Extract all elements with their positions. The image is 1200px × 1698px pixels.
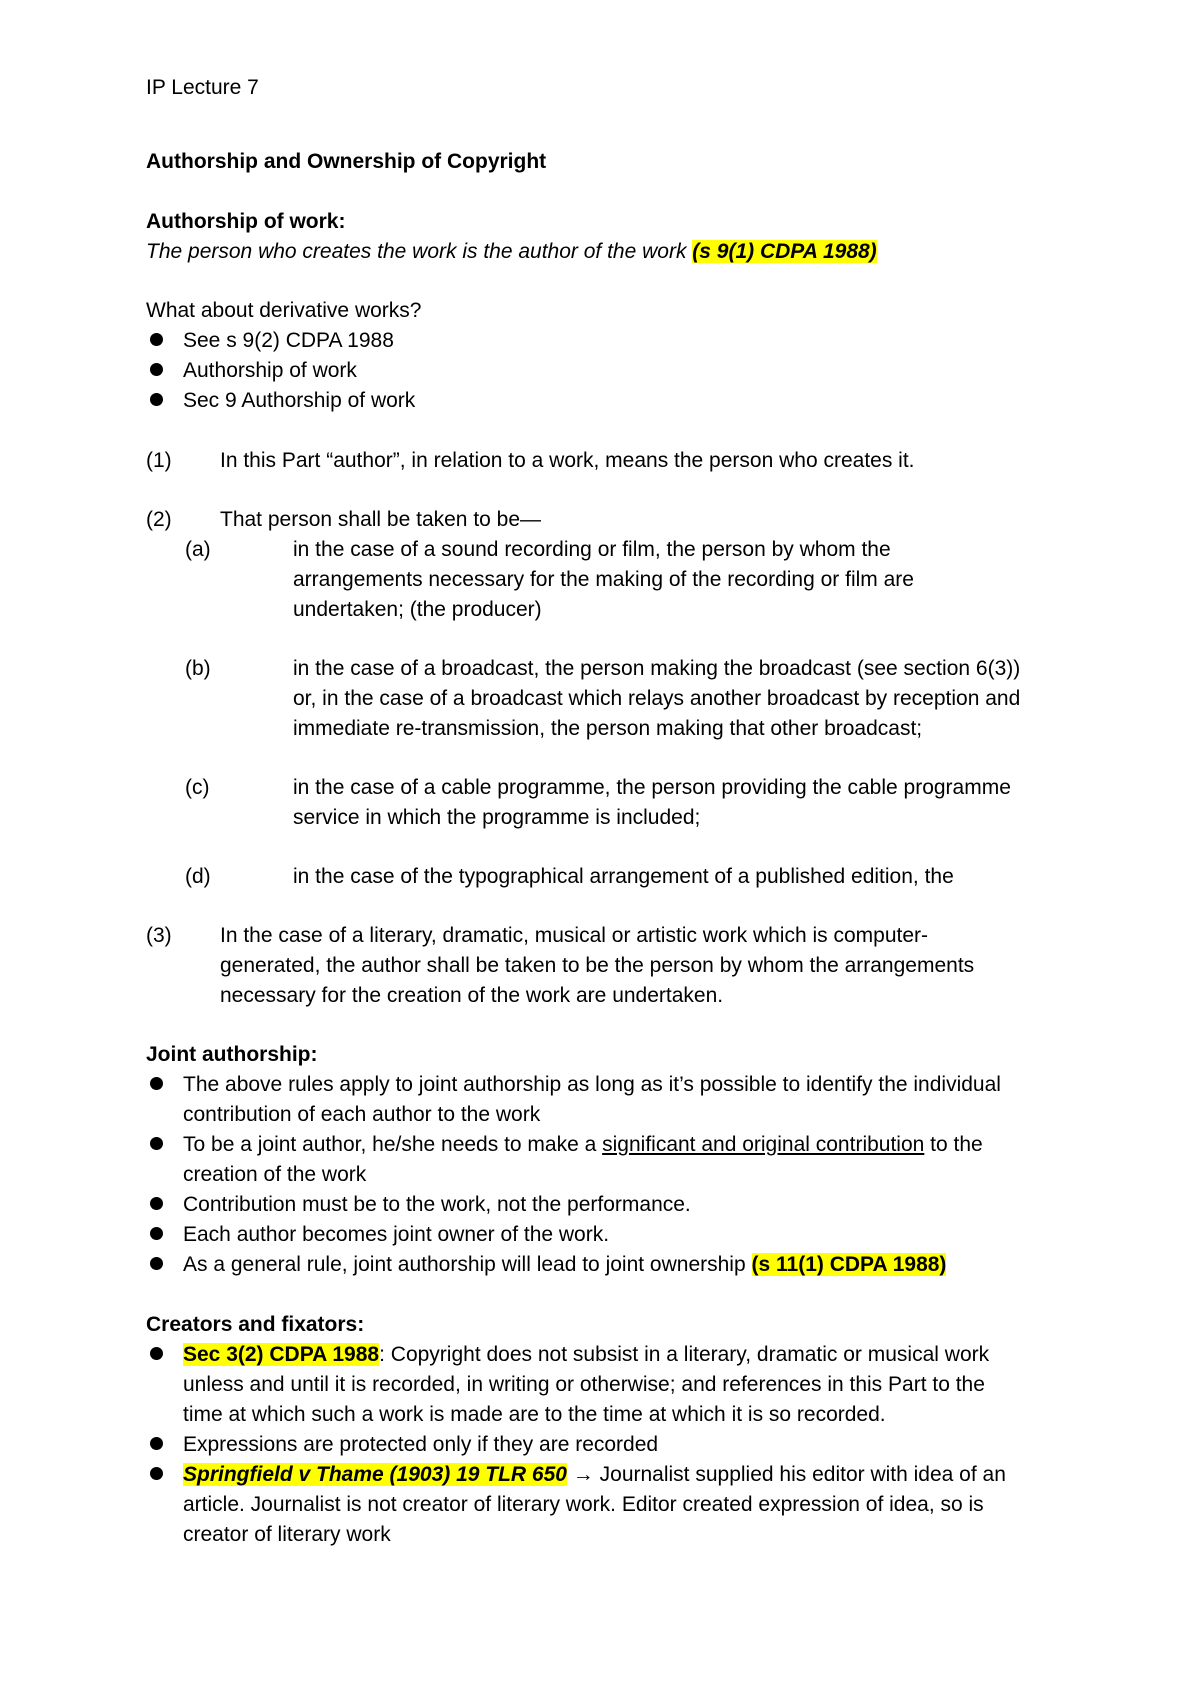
bullet-icon [150, 333, 163, 346]
arrow-right-icon: → [566, 1463, 600, 1486]
sec9-p2-text: That person shall be taken to be— [220, 508, 542, 531]
joint-bullet-line: The above rules apply to joint authorship as long as it’s possible to identify the individual [183, 1073, 1001, 1096]
bullet-icon [150, 1197, 163, 1210]
authorship-definition [146, 237, 877, 267]
joint-bullet-line: creation of the work [183, 1163, 367, 1186]
joint-b2-underline: significant and original contribution [602, 1133, 925, 1156]
creators-bullet-line [183, 1340, 989, 1370]
creators-b3-case: Springfield v Thame (1903) 19 TLR 650 [183, 1463, 567, 1486]
sec9-b-line: immediate re-transmission, the person making that other broadcast; [293, 717, 923, 740]
joint-bullet-line: Each author becomes joint owner of the work. [183, 1223, 610, 1246]
bullet-icon [150, 363, 163, 376]
sec9-p3-line: In the case of a literary, dramatic, musical or artistic work which is computer- [220, 924, 929, 947]
sec9-a-line: undertaken; (the producer) [293, 598, 542, 621]
joint-b5-ref: (s 11(1) CDPA 1988) [751, 1253, 947, 1276]
sec9-p3-line: necessary for the creation of the work are undertaken. [220, 984, 724, 1007]
creators-b3-text: Journalist supplied his editor with idea of an [599, 1463, 1006, 1486]
sec9-a-line: arrangements necessary for the making of the recording or film are [293, 568, 914, 591]
creators-bullet-line: unless and until it is recorded, in writing or otherwise; and references in this Part to the [183, 1373, 985, 1396]
derivative-question: What about derivative works? [146, 299, 422, 322]
sec9-d-line: in the case of the typographical arrangement of a published edition, the [293, 865, 954, 888]
joint-b5-pre: As a general rule, joint authorship will lead to joint ownership [183, 1253, 752, 1276]
sec9-a-num: (a) [185, 538, 211, 561]
bullet-icon [150, 1347, 163, 1360]
doc-header: IP Lecture 7 [146, 76, 259, 99]
sec9-p3-num: (3) [146, 924, 172, 947]
creators-bullet-line [183, 1460, 1006, 1490]
sec9-p1-num: (1) [146, 449, 172, 472]
bullet-icon [150, 393, 163, 406]
joint-bullet-line [183, 1130, 983, 1160]
creators-b1-ref: Sec 3(2) CDPA 1988 [183, 1343, 380, 1366]
sec9-c-num: (c) [185, 776, 210, 799]
joint-b2-pre: To be a joint author, he/she needs to make a [183, 1133, 603, 1156]
creators-bullet-line: Expressions are protected only if they are recorded [183, 1433, 659, 1456]
bullet-icon [150, 1227, 163, 1240]
sec9-b-line: or, in the case of a broadcast which relays another broadcast by reception and [293, 687, 1021, 710]
derivative-bullet: See s 9(2) CDPA 1988 [183, 329, 394, 352]
authorship-heading: Authorship of work: [146, 210, 346, 233]
creators-bullet-line: creator of literary work [183, 1523, 391, 1546]
sec9-a-line: in the case of a sound recording or film, the person by whom the [293, 538, 891, 561]
bullet-icon [150, 1467, 163, 1480]
creators-heading: Creators and fixators: [146, 1313, 365, 1336]
derivative-bullet: Authorship of work [183, 359, 357, 382]
joint-b2-post: to the [924, 1133, 983, 1156]
doc-title: Authorship and Ownership of Copyright [146, 150, 547, 173]
creators-bullet-line: article. Journalist is not creator of literary work. Editor created expression of idea, so is [183, 1493, 984, 1516]
bullet-icon [150, 1257, 163, 1270]
sec9-p3-line: generated, the author shall be taken to be the person by whom the arrangements [220, 954, 975, 977]
sec9-c-line: in the case of a cable programme, the person providing the cable programme [293, 776, 1011, 799]
bullet-icon [150, 1137, 163, 1150]
joint-bullet-line [183, 1250, 946, 1280]
authorship-italic-text: The person who creates the work is the author of the work [146, 240, 693, 263]
bullet-icon [150, 1077, 163, 1090]
sec9-b-line: in the case of a broadcast, the person making the broadcast (see section 6(3)) [293, 657, 1021, 680]
bullet-icon [150, 1437, 163, 1450]
creators-bullet-line: time at which such a work is made are to the time at which it is so recorded. [183, 1403, 886, 1426]
authorship-ref: (s 9(1) CDPA 1988) [692, 240, 877, 263]
derivative-bullet: Sec 9 Authorship of work [183, 389, 416, 412]
sec9-p1-text: In this Part “author”, in relation to a work, means the person who creates it. [220, 449, 915, 472]
joint-bullet-line: Contribution must be to the work, not the performance. [183, 1193, 691, 1216]
creators-b1-text: : Copyright does not subsist in a literary, dramatic or musical work [379, 1343, 990, 1366]
sec9-b-num: (b) [185, 657, 211, 680]
sec9-c-line: service in which the programme is included; [293, 806, 701, 829]
joint-heading: Joint authorship: [146, 1043, 318, 1066]
sec9-p2-num: (2) [146, 508, 172, 531]
joint-bullet-line: contribution of each author to the work [183, 1103, 541, 1126]
sec9-d-num: (d) [185, 865, 211, 888]
